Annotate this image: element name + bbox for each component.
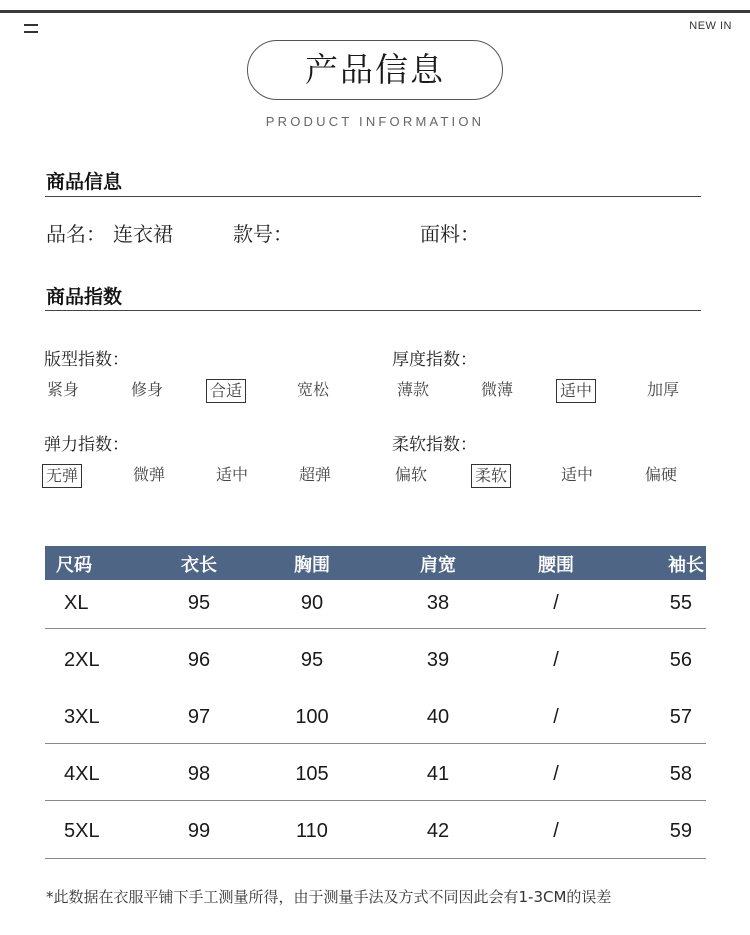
table-row-divider <box>45 743 706 744</box>
index-option: 紧身 <box>47 380 80 399</box>
table-cell: 96 <box>187 649 211 671</box>
table-cell: 5XL <box>64 820 100 842</box>
table-column-header: 腰围 <box>538 555 574 576</box>
index-title: 柔软指数： <box>392 435 477 455</box>
table-cell: 98 <box>187 763 211 785</box>
table-row-divider <box>45 628 706 629</box>
table-cell: 58 <box>669 763 692 785</box>
table-cell: 55 <box>669 592 692 614</box>
index-option: 适中 <box>561 465 594 484</box>
table-cell: 2XL <box>64 649 100 671</box>
table-cell: / <box>553 763 559 785</box>
index-title: 版型指数： <box>44 350 129 370</box>
table-cell: 95 <box>300 649 324 671</box>
index-option: 偏硬 <box>645 465 678 484</box>
table-column-header: 胸围 <box>294 555 330 576</box>
new-in-label: NEW IN <box>689 20 732 32</box>
table-cell: 38 <box>426 592 450 614</box>
index-option: 加厚 <box>647 380 680 399</box>
product-name-label: 品名： <box>46 222 106 246</box>
index-title: 弹力指数： <box>44 435 129 455</box>
table-cell: 90 <box>300 592 324 614</box>
table-cell: 95 <box>187 592 211 614</box>
page-subtitle: PRODUCT INFORMATION <box>265 114 485 129</box>
page-title: 产品信息 <box>247 40 503 100</box>
index-option-selected: 柔软 <box>471 464 511 488</box>
table-column-header: 肩宽 <box>420 555 456 576</box>
table-cell: / <box>553 592 559 614</box>
table-cell: 40 <box>426 706 450 728</box>
table-cell: 4XL <box>64 763 100 785</box>
table-row-divider <box>45 800 706 801</box>
index-option: 偏软 <box>395 465 428 484</box>
divider <box>45 310 701 311</box>
measurement-footnote: *此数据在衣服平铺下手工测量所得，由于测量手法及方式不同因此会有1-3CM的误差 <box>46 888 612 906</box>
table-cell: / <box>553 649 559 671</box>
index-option: 适中 <box>216 465 249 484</box>
table-cell: 56 <box>669 649 692 671</box>
product-info-heading: 商品信息 <box>46 171 123 193</box>
index-option: 宽松 <box>297 380 330 399</box>
table-cell: 3XL <box>64 706 100 728</box>
table-cell: 42 <box>426 820 450 842</box>
table-cell: / <box>553 706 559 728</box>
table-column-header: 袖长 <box>668 555 704 576</box>
table-row-divider <box>45 858 706 859</box>
table-cell: 39 <box>426 649 450 671</box>
style-number-label: 款号： <box>233 222 293 246</box>
table-cell: 100 <box>295 706 329 728</box>
table-cell: XL <box>64 592 89 614</box>
menu-icon[interactable] <box>24 24 38 33</box>
table-column-header: 衣长 <box>181 555 217 576</box>
product-index-heading: 商品指数 <box>46 286 123 308</box>
table-cell: 59 <box>669 820 692 842</box>
index-option-selected: 合适 <box>206 379 246 403</box>
table-cell: 105 <box>295 763 329 785</box>
top-border <box>0 10 750 13</box>
table-cell: 97 <box>187 706 211 728</box>
index-option: 微弹 <box>133 465 166 484</box>
table-column-header: 尺码 <box>56 555 92 576</box>
table-cell: 57 <box>669 706 692 728</box>
index-option: 修身 <box>131 380 164 399</box>
table-cell: 41 <box>426 763 450 785</box>
table-cell: / <box>553 820 559 842</box>
index-option: 薄款 <box>397 380 430 399</box>
fabric-label: 面料： <box>420 222 480 246</box>
index-option: 超弹 <box>299 465 332 484</box>
index-title: 厚度指数： <box>392 350 477 370</box>
index-option-selected: 适中 <box>556 379 596 403</box>
index-option-selected: 无弹 <box>42 464 82 488</box>
table-cell: 110 <box>296 820 328 842</box>
divider <box>45 196 701 197</box>
product-name-value: 连衣裙 <box>113 222 173 246</box>
table-cell: 99 <box>187 820 211 842</box>
index-option: 微薄 <box>481 380 514 399</box>
